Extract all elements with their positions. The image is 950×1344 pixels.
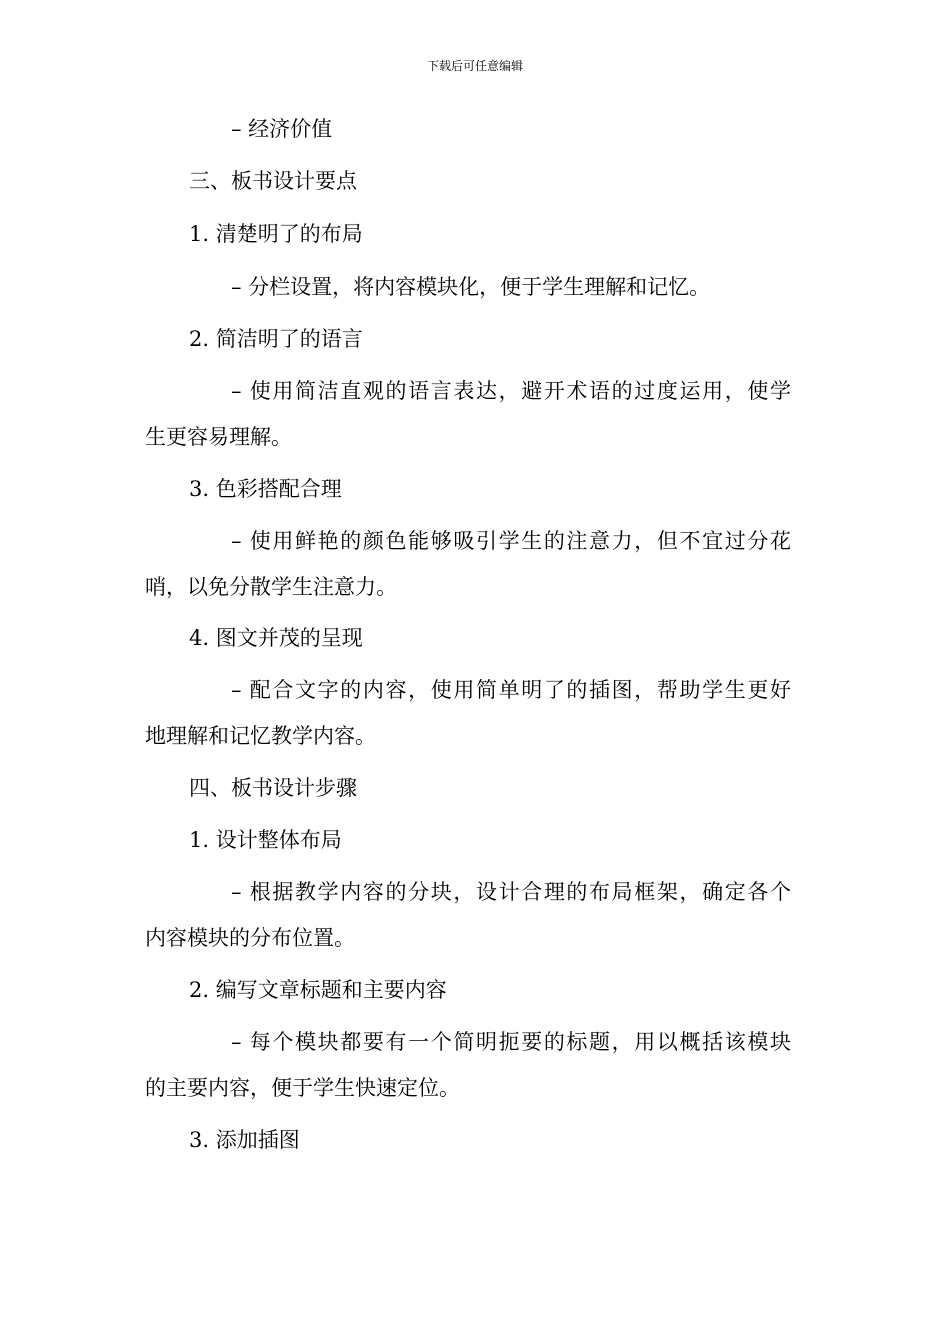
item-2-heading: 2. 简洁明了的语言 <box>189 327 363 351</box>
section-heading-4: 四、板书设计步骤 <box>189 776 357 800</box>
step-1-bullet-line2: 内容模块的分布位置。 <box>145 926 355 950</box>
section-heading-3: 三、板书设计要点 <box>189 169 357 193</box>
step-2-bullet-line1: – 每个模块都要有一个简明扼要的标题，用以概括该模块 <box>231 1030 791 1054</box>
item-2-bullet-line1: – 使用简洁直观的语言表达，避开术语的过度运用，使学 <box>231 379 791 403</box>
item-3-bullet-line2: 哨，以免分散学生注意力。 <box>145 575 397 599</box>
bullet-economic-value: – 经济价值 <box>231 117 333 141</box>
item-2-bullet-line2: 生更容易理解。 <box>145 425 292 449</box>
item-4-bullet-line2: 地理解和记忆教学内容。 <box>145 724 376 748</box>
item-3-heading: 3. 色彩搭配合理 <box>189 477 342 501</box>
step-1-heading: 1. 设计整体布局 <box>189 828 342 852</box>
page-header: 下载后可任意编辑 <box>426 59 523 73</box>
item-1-bullet: – 分栏设置，将内容模块化，便于学生理解和记忆。 <box>231 275 711 299</box>
item-4-bullet-line1: – 配合文字的内容，使用简单明了的插图，帮助学生更好 <box>231 678 791 702</box>
item-3-bullet-line1: – 使用鲜艳的颜色能够吸引学生的注意力，但不宜过分花 <box>231 529 791 553</box>
step-2-bullet-line2: 的主要内容，便于学生快速定位。 <box>145 1076 460 1100</box>
item-4-heading: 4. 图文并茂的呈现 <box>189 626 363 650</box>
item-1-heading: 1. 清楚明了的布局 <box>189 222 363 246</box>
step-3-heading: 3. 添加插图 <box>189 1128 300 1152</box>
step-2-heading: 2. 编写文章标题和主要内容 <box>189 978 447 1002</box>
step-1-bullet-line1: – 根据教学内容的分块，设计合理的布局框架，确定各个 <box>231 880 791 904</box>
